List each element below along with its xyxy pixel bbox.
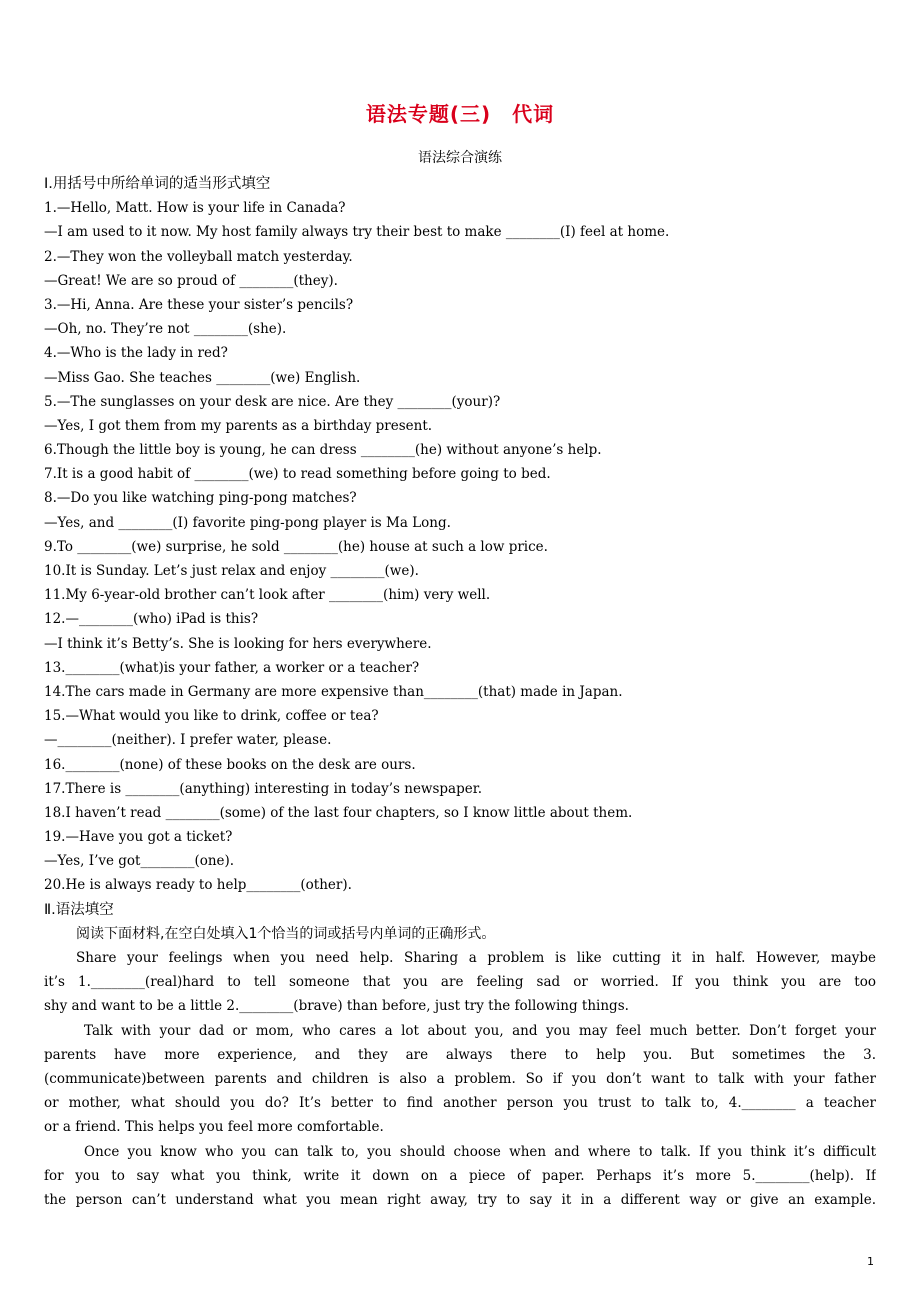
page-subtitle: 语法综合演练: [418, 150, 502, 166]
passage-line: or a friend. This helps you feel more comfortable.: [44, 1119, 384, 1136]
question-line: 13.________(what)is your father, a worker or a teacher?: [44, 659, 420, 676]
question-line: 4.—Who is the lady in red?: [44, 345, 228, 362]
question-line: —Yes, I got them from my parents as a birthday present.: [44, 417, 433, 434]
question-line: —Miss Gao. She teaches ________(we) English.: [44, 369, 361, 386]
question-line: 1.—Hello, Matt. How is your life in Canada?: [44, 200, 346, 217]
question-line: 19.—Have you got a ticket?: [44, 829, 233, 846]
question-line: —________(neither). I prefer water, please.: [44, 732, 332, 749]
question-line: 3.—Hi, Anna. Are these your sister’s pencils?: [44, 296, 354, 313]
question-line: —Great! We are so proud of ________(they).: [44, 272, 338, 289]
question-line: 9.To ________(we) surprise, he sold ________(he) house at such a low price.: [44, 538, 548, 555]
question-line: 17.There is ________(anything) interesting in today’s newspaper.: [44, 780, 482, 797]
question-line: 15.—What would you like to drink, coffee or tea?: [44, 708, 379, 725]
passage-line: (communicate)between parents and children is also a problem. So if you don’t want to talk with your father: [44, 1070, 876, 1087]
question-line: 12.—________(who) iPad is this?: [44, 611, 259, 628]
section-2-heading: Ⅱ.语法填空: [44, 901, 114, 918]
question-line: —I think it’s Betty’s. She is looking for hers everywhere.: [44, 635, 432, 652]
question-line: —I am used to it now. My host family always try their best to make ________(I) feel at home.: [44, 224, 670, 241]
question-line: 5.—The sunglasses on your desk are nice. Are they ________(your)?: [44, 393, 501, 410]
passage-line: for you to say what you think, write it down on a piece of paper. Perhaps it’s more 5.________(help). If: [44, 1167, 876, 1184]
question-line: 11.My 6-year-old brother can’t look after ________(him) very well.: [44, 587, 491, 604]
passage-line: the person can’t understand what you mean right away, try to say it in a different way or give an example.: [44, 1191, 876, 1208]
section-2-instruction: 阅读下面材料,在空白处填入1个恰当的词或括号内单词的正确形式。: [76, 925, 496, 942]
document-content: [44, 172, 876, 1212]
passage-line: it’s 1.________(real)hard to tell someone that you are feeling sad or worried. If you think you are too: [44, 974, 876, 991]
page-title: 语法专题(三) 代词: [365, 102, 555, 126]
question-line: 2.—They won the volleyball match yesterday.: [44, 248, 353, 265]
question-line: 6.Though the little boy is young, he can dress ________(he) without anyone’s help.: [44, 442, 602, 459]
passage-line: Talk with your dad or mom, who cares a lot about you, and you may feel much better. Don’t forget your: [84, 1022, 876, 1039]
passage-line: shy and want to be a little 2.________(brave) than before, just try the following things.: [44, 998, 629, 1015]
section-1-heading: Ⅰ.用括号中所给单词的适当形式填空: [44, 176, 271, 192]
passage-line: Share your feelings when you need help. Sharing a problem is like cutting it in half. However, maybe: [76, 950, 876, 966]
question-line: —Yes, and ________(I) favorite ping-pong player is Ma Long.: [44, 514, 451, 531]
question-line: 8.—Do you like watching ping-pong matches?: [44, 490, 357, 507]
question-line: —Yes, I’ve got________(one).: [44, 853, 235, 870]
question-line: 14.The cars made in Germany are more expensive than________(that) made in Japan.: [44, 683, 623, 700]
question-line: 20.He is always ready to help________(other).: [44, 877, 352, 894]
question-line: —Oh, no. They’re not ________(she).: [44, 321, 287, 338]
question-line: 16.________(none) of these books on the desk are ours.: [44, 756, 416, 773]
passage-line: Once you know who you can talk to, you should choose when and where to talk. If you think it’s difficult: [84, 1143, 876, 1160]
question-line: 18.I haven’t read ________(some) of the last four chapters, so I know little about them.: [44, 804, 633, 821]
question-line: 7.It is a good habit of ________(we) to read something before going to bed.: [44, 466, 551, 483]
question-line: 10.It is Sunday. Let’s just relax and enjoy ________(we).: [44, 563, 419, 579]
passage-line: parents have more experience, and they are always there to help you. But sometimes the 3.: [44, 1046, 876, 1063]
page-number: 1: [867, 1255, 874, 1268]
passage-line: or mother, what should you do? It’s better to find another person you trust to talk to, 4.________ a teacher: [44, 1095, 876, 1112]
